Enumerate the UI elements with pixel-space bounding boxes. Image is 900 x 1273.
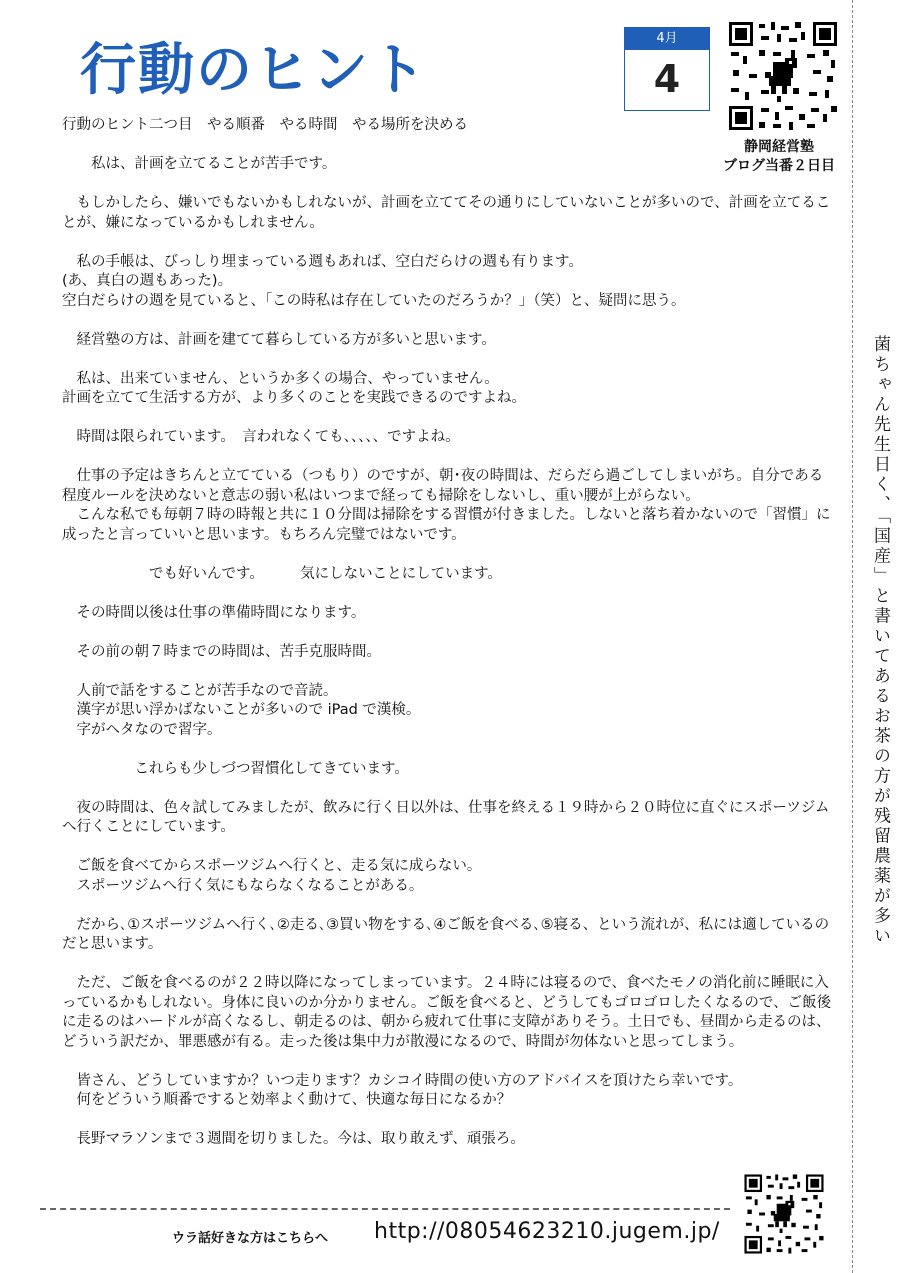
body-line: これらも少しづつ習慣化してきています。 (62, 760, 409, 777)
blog-url-link[interactable]: http://08054623210.jugem.jp/ (374, 1219, 720, 1244)
body-line: でも好いんです。 気にしないことにしています。 (62, 565, 502, 582)
body-line: 長野マラソンまで３週間を切りました。今は、取り敢えず、頑張ろ。 (62, 1131, 525, 1147)
body-line: ただ、ご飯を食べるのが２２時以降になってしまっています。２４時には寝るので、食べたモノの消化前に睡眠に入っているかもしれない。身体に良いのか分かりません。ご飯を食べると、どうしてもゴロゴロしたくなるので、ご飯後に走るのはハードルが高くなるし、朝走るのは、朝から疲れて仕事に支障がありそう。土日でも、昼間から走るのは、どういう訳だか、罪悪感が有る。走った後は集中力が散漫になるので、時間が勿体ないと思ってしまう。 (62, 975, 832, 1050)
blank-line (62, 955, 834, 975)
body-line: 私は、計画を立てることが苦手です。 (62, 156, 337, 172)
blank-line (62, 448, 834, 468)
blank-line (62, 311, 834, 331)
horizontal-cut-line (40, 1208, 730, 1210)
date-month: 4月 (625, 28, 709, 50)
body-line: 私は、出来ていません、というか多くの場合、やっていません。 (62, 370, 499, 387)
body-line: 計画を立てて生活する方が、より多くのことを実践できるのですよね。 (62, 390, 526, 406)
qr-code-bottom[interactable] (743, 1173, 825, 1255)
blank-line (62, 896, 834, 916)
blank-line (62, 1111, 834, 1131)
side-note-vertical: 菌ちゃん先生日く、「国産」と書いてあるお茶の方が残留農薬が多い (870, 335, 890, 947)
body-line: (あ、真白の週もあった)。 (62, 273, 233, 289)
body-line: その前の朝７時までの時間は、苦手克服時間。 (62, 643, 381, 660)
body-line: 何をどういう順番ですると効率よく動けて、快適な毎日になるか？ (62, 1092, 512, 1108)
blank-line (62, 1052, 834, 1072)
blank-line (62, 175, 834, 195)
body-line: こんな私でも毎朝７時の時報と共に１０分間は掃除をする習慣が付きました。しないと落ち着かないので「習慣」に成ったと言っていいと思います。もちろん完璧ではないです。 (62, 507, 831, 543)
blank-line (62, 623, 834, 643)
article-subtitle: 行動のヒント二つ目 やる順番 やる時間 やる場所を決める (62, 117, 468, 133)
body-line: 空白だらけの週を見ていると、「この時私は存在していたのだろうか？」（笑）と、疑問に思う。 (62, 292, 686, 309)
blank-line (62, 779, 834, 799)
blank-line (62, 584, 834, 604)
article-body (62, 116, 834, 1150)
blank-line (62, 409, 834, 429)
blank-line (62, 545, 834, 565)
body-line: 私の手帳は、びっしり埋まっている週もあれば、空白だらけの週も有ります。 (62, 253, 583, 270)
body-line: 皆さん、どうしていますか？いつ走ります？カシコイ時間の使い方のアドバイスを頂けたら幸いです。 (62, 1072, 743, 1089)
body-line: その時間以後は仕事の準備時間になります。 (62, 604, 366, 621)
date-badge (624, 27, 710, 111)
body-line: 漢字が思い浮かばないことが多いので iPad で漢検。 (62, 702, 421, 718)
body-line: 夜の時間は、色々試してみましたが、飲みに行く日以外は、仕事を終える１９時から２０時位に直ぐにスポーツジムへ行くことにしています。 (62, 799, 830, 835)
blank-line (62, 662, 834, 682)
footer-label: ウラ話好きな方はこちらへ (172, 1231, 329, 1246)
body-line: 経営塾の方は、計画を建てて暮らしている方が多いと思います。 (62, 331, 496, 348)
body-line: 字がヘタなので習字。 (62, 721, 222, 738)
body-line: だから､①スポーツジムへ行く､②走る､③買い物をする､④ご飯を食べる､⑤寝る、という流れが、私には適しているのだと思います。 (62, 916, 830, 952)
blog-duty-day: ブログ当番２日目 (723, 158, 835, 174)
body-line: 時間は限られています。 言われなくても、、、、、ですよね。 (62, 429, 460, 445)
body-line: ご飯を食べてからスポーツジムへ行くと、走る気に成らない。 (62, 858, 482, 874)
date-day: 4 (653, 57, 681, 101)
organization-name: 静岡経営塾 (744, 139, 814, 155)
vertical-cut-line (852, 0, 853, 1273)
blank-line (62, 838, 834, 858)
body-line: 仕事の予定はきちんと立てている（つもり）のですが、朝･夜の時間は、だらだら過ごしてしまいがち。自分である程度ルールを決めないと意志の弱い私はいつまで経っても掃除をしないし、重い腰が上がらない。 (62, 468, 824, 504)
body-line: 人前で話をすることが苦手なので音読。 (62, 682, 338, 699)
blank-line (62, 350, 834, 370)
body-line: スポーツジムへ行く気にもならなくなることがある。 (62, 877, 424, 894)
blank-line (62, 136, 834, 156)
page-title: 行動のヒント (80, 38, 428, 103)
blank-line (62, 740, 834, 760)
blank-line (62, 233, 834, 253)
body-line: もしかしたら、嫌いでもないかもしれないが、計画を立ててその通りにしていないことが多いので、計画を立てることが、嫌になっているかもしれません。 (62, 195, 831, 231)
